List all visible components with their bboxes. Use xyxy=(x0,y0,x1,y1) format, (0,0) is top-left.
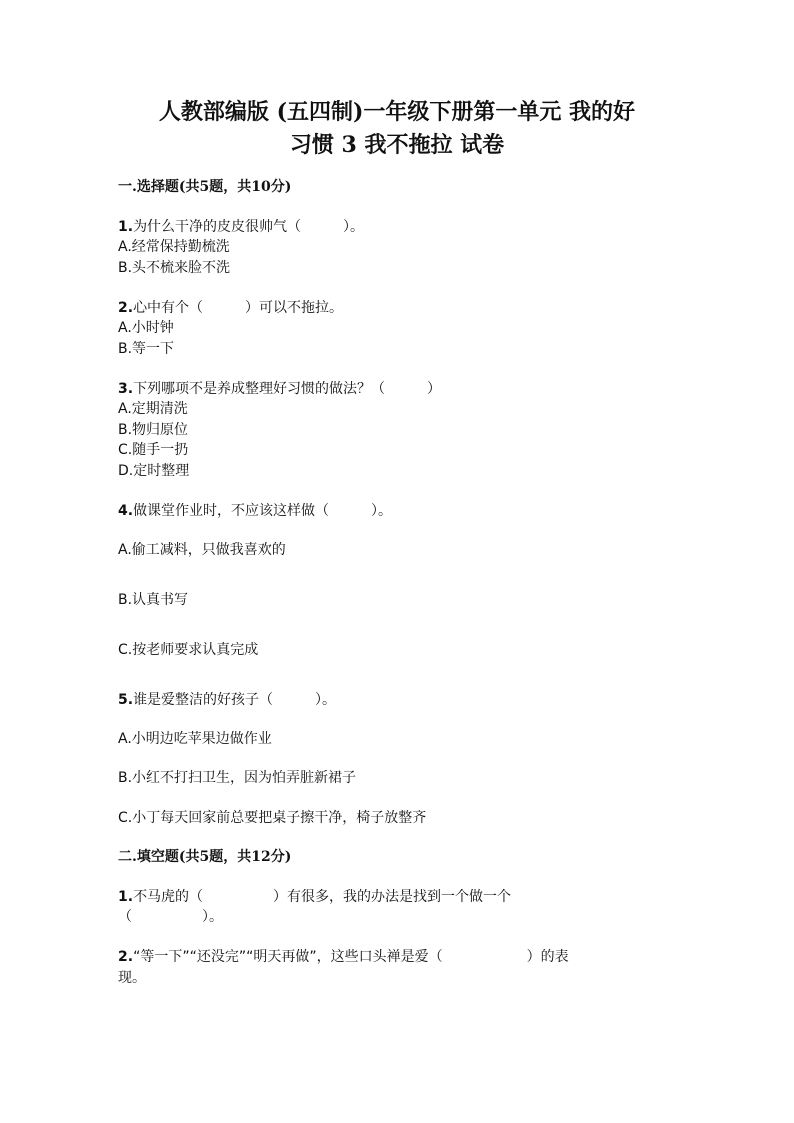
fill-question-2-line-1 xyxy=(118,947,569,967)
question-text: 谁是爱整洁的好孩子（ ）。 xyxy=(133,692,337,708)
question-text: 为什么干净的皮皮很帅气（ ）。 xyxy=(133,219,365,235)
question-3-stem xyxy=(118,379,441,399)
question-4-option-b: B.认真书写 xyxy=(118,592,189,608)
question-number: 3. xyxy=(118,381,134,397)
question-4-stem xyxy=(118,501,392,521)
question-text: “等一下”“还没完”“明天再做”，这些口头禅是爱（ ）的表 xyxy=(133,949,569,965)
fill-question-1-line-2: （ ）。 xyxy=(118,909,223,925)
question-text: 做课堂作业时，不应该这样做（ ）。 xyxy=(133,503,393,519)
question-3-option-b: B.物归原位 xyxy=(118,422,189,438)
question-1-option-a: A.经常保持勤梳洗 xyxy=(118,239,230,255)
question-text: 心中有个（ ）可以不拖拉。 xyxy=(133,300,344,316)
question-number: 1. xyxy=(118,219,134,235)
question-4-option-c: C.按老师要求认真完成 xyxy=(118,642,259,658)
question-5-option-c: C.小丁每天回家前总要把桌子擦干净，椅子放整齐 xyxy=(118,810,427,826)
question-number: 2. xyxy=(118,300,134,316)
question-text: 下列哪项不是养成整理好习惯的做法？（ ） xyxy=(133,381,442,397)
question-1-option-b: B.头不梳来脸不洗 xyxy=(118,260,231,276)
question-text: 不马虎的（ ）有很多，我的办法是找到一个做一个 xyxy=(133,889,512,905)
question-5-option-b: B.小红不打扫卫生，因为怕弄脏新裙子 xyxy=(118,770,357,786)
exam-title-line-1: 人教部编版 (五四制)一年级下册第一单元 我的好 xyxy=(158,99,636,125)
question-2-stem xyxy=(118,298,343,318)
question-number: 5. xyxy=(118,692,134,708)
question-2-option-b: B.等一下 xyxy=(118,341,175,357)
question-number: 4. xyxy=(118,503,134,519)
fill-question-1-line-1 xyxy=(118,887,511,907)
question-number: 2. xyxy=(118,949,134,965)
question-5-stem xyxy=(118,690,336,710)
question-5-option-a: A.小明边吃苹果边做作业 xyxy=(118,731,272,747)
question-3-option-a: A.定期清洗 xyxy=(118,401,188,417)
section-heading-choice: 一.选择题(共5题，共10分) xyxy=(118,179,292,195)
question-3-option-c: C.随手一扔 xyxy=(118,442,189,458)
question-4-option-a: A.偷工减料，只做我喜欢的 xyxy=(118,542,286,558)
exam-title-line-2: 习惯 3 我不拖拉 试卷 xyxy=(289,132,505,158)
fill-question-2-line-2: 现。 xyxy=(118,970,146,986)
question-2-option-a: A.小时钟 xyxy=(118,320,174,336)
question-3-option-d: D.定时整理 xyxy=(118,463,190,479)
question-1-stem xyxy=(118,217,364,237)
question-number: 1. xyxy=(118,889,134,905)
section-heading-fill-in: 二.填空题(共5题，共12分) xyxy=(118,849,292,865)
